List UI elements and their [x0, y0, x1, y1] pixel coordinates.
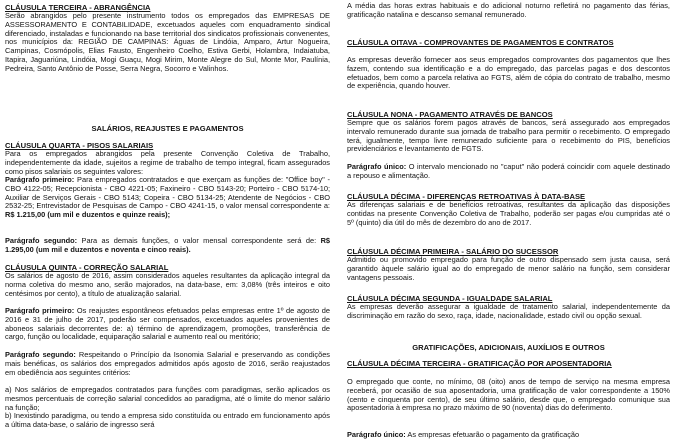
- clause-decima-segunda-heading: CLÁUSULA DÉCIMA SEGUNDA - IGUALDADE SALARIAL: [347, 294, 553, 303]
- clause-terceira-text: Serão abrangidos pelo presente instrumento todos os empregados das EMPRESAS DE ASSESSORAMENTO E CONTABILIDADE, excetuados aqueles com enquadramento sindical diferenciado, instaladas e funcionando na base territorial dos sindicatos profissionais convenentes, nos municípios da: REGIÃO DE CAMPINAS: Águas de Lindóia, Amparo, Artur Nogueira, Campinas, Cosmópolis, Elias Fausto, Engenheiro Coelho, Estiva Gerbi, Holambra, Indaiatuba, Itapira, Jaguariúna, Lindóia, Mogi Guaçu, Mogi Mirim, Monte Alegre do Sul, Monte Mor, Paulínia, Pedreira, Santo Antônio de Posse, Serra Negra, Socorro e Valinhos.: [5, 11, 330, 73]
- clause-quarta-paragraph-2: [5, 237, 330, 255]
- section-gratificacoes-heading: GRATIFICAÇÕES, ADICIONAIS, AUXÍLIOS E OUTROS: [412, 343, 605, 352]
- clause-quinta-item-a: a) Nos salários de empregados contratados para funções com paradigmas, serão aplicados os mesmos percentuais de correção salarial concedidos ao paradigma, até o limite do menor salário na função;: [5, 385, 330, 412]
- clause-quarta-heading: CLÁUSULA QUARTA - PISOS SALARIAIS: [5, 141, 154, 150]
- clause-decima-segunda-text: As empresas deverão assegurar a igualdade de tratamento salarial, independentemente da discriminação em razão do sexo, raça, idade, nacionalidade, estado civil ou opção sexual.: [347, 302, 670, 320]
- clause-nona-paragraph: [347, 163, 670, 181]
- section-salarios-heading: SALÁRIOS, REAJUSTES E PAGAMENTOS: [91, 124, 244, 133]
- paragraph-label: Parágrafo primeiro:: [5, 175, 75, 184]
- clause-oitava-text: As empresas deverão fornecer aos seus empregados comprovantes dos pagamentos que lhes fazem, contendo sua identificação e a do empregado, das parcelas pagas e dos descontos efetuados, bem como a parcela relativa ao FGTS, além de cópia do contrato de trabalho, mesmo de experiência, quando houver.: [347, 55, 670, 91]
- paragraph-text: As empresas efetuarão o pagamento da gratificação: [407, 430, 580, 439]
- clause-quarta-text: Para os empregados abrangidos pela presente Convenção Coletiva de Trabalho, independentemente da idade, sujeitos a regime de trabalho de tempo integral, ficam assegurados como pisos salariais os seguintes valores:: [5, 149, 330, 176]
- clause-nona-text: Sempre que os salários forem pagos através de bancos, será assegurado aos empregados intervalo remunerado durante sua jornada de trabalho para permitir o recebimento. O empregado terá, igualmente, tempo livre remunerado suficiente para o recebimento do PIS, benefícios previdenciários e levantamento de FGTS.: [347, 118, 670, 154]
- paragraph-label: Parágrafo segundo:: [5, 350, 76, 359]
- left-column: [5, 0, 330, 445]
- paragraph-text: Para as demais funções, o valor mensal correspondente será de:: [81, 236, 317, 245]
- paragraph-label: Parágrafo único:: [347, 430, 406, 439]
- paragraph-text: Os reajustes espontâneos efetuados pelas empresas entre 1º de agosto de 2016 e 31 de julho de 2017, poderão ser compensados, excetuados aqueles provenientes de aboneos salariais decorrentes de: a) término de aprendizagem, promoções, transferência de cargo, função ou localidade, equiparação salarial e aumento real ou meritório;: [5, 306, 330, 342]
- clause-quarta-paragraph-1: [5, 176, 330, 220]
- clause-quinta-text: Os salários de agosto de 2016, assim considerados aqueles resultantes da aplicação integral da norma coletiva do mesmo ano, serão majorados, na data-base, em: 3,08% (três inteiros e oito centésimos por cento), a título de atualização salarial.: [5, 271, 330, 298]
- paragraph-text: Para empregados contratados e que exerçam as funções de: "Office boy" - CBO 4122-05; Recepcionista - CBO 4221-05; Faxineiro - CBO 5143-20; Porteiro - CBO 5174-10; Auxiliar de Serviços Gerais - CBO 5143; Copeira - CBO 5134-25; Atendente de Negócios - CBO 2532-25; Entrevistador de Pesquisas de Campo - CBO 4241-15, o valor mensal correspondente a:: [5, 175, 330, 211]
- clause-decima-primeira-heading: CLÁUSULA DÉCIMA PRIMEIRA - SALÁRIO DO SUCESSOR: [347, 247, 559, 256]
- clause-terceira-heading: CLÁUSULA TERCEIRA - ABRANGÊNCIA: [5, 3, 151, 12]
- paragraph-label: Parágrafo único:: [347, 162, 407, 171]
- clause-quinta-item-b: b) Inexistindo paradigma, ou tendo a empresa sido constituída ou entrado em funcionamento após a última data-base, o salário de ingresso será: [5, 411, 330, 429]
- clause-quinta-paragraph-1: [5, 307, 330, 342]
- clause-nona-heading: CLÁUSULA NONA - PAGAMENTO ATRAVÉS DE BANCOS: [347, 110, 553, 119]
- paragraph-label: Parágrafo primeiro:: [5, 306, 75, 315]
- paragraph-text: Respeitando o Princípio da Isonomia Salarial e preservando as condições mais benéficas, os salários dos empregados admitidos após agosto de 2016, serão reajustados em obediência aos seguintes critérios:: [5, 350, 330, 377]
- paragraph-label: Parágrafo segundo:: [5, 236, 78, 245]
- intro-text: A média das horas extras habituais e do adicional noturno refletirá no pagamento das férias, gratificação natalina e descanso semanal remunerado.: [347, 1, 670, 19]
- clause-decima-terceira-heading: CLÁUSULA DÉCIMA TERCEIRA - GRATIFICAÇÃO POR APOSENTADORIA: [347, 359, 612, 368]
- clause-decima-terceira-text: O empregado que conte, no mínimo, 08 (oito) anos de tempo de serviço na mesma empresa receberá, por ocasião de sua aposentadoria, uma gratificação de valor correspondente a 150% (cento e cinquenta por cento), de seu último salário, desde que, o empregado comunique sua aposentadoria à empresa no prazo máximo de 90 (noventa) dias do deferimento.: [347, 377, 670, 413]
- clause-quinta-paragraph-2: [5, 351, 330, 377]
- clause-oitava-heading: CLÁUSULA OITAVA - COMPROVANTES DE PAGAMENTOS E CONTRATOS: [347, 38, 614, 47]
- piso-value-1: R$ 1.215,00 (um mil e duzentos e quinze reais);: [5, 210, 171, 219]
- piso-value-2: R$ 1.295,00 (um mil e duzentos e noventa e cinco reais).: [5, 236, 330, 254]
- paragraph-text: O intervalo mencionado no "caput" não poderá coincidir com aquele destinado a repouso e alimentação.: [347, 162, 670, 180]
- clause-decima-heading: CLÁUSULA DÉCIMA - DIFERENÇAS RETROATIVAS À DATA-BASE: [347, 192, 586, 201]
- clause-quinta-heading: CLÁUSULA QUINTA - CORREÇÃO SALARIAL: [5, 263, 169, 272]
- clause-decima-terceira-paragraph: [347, 431, 670, 440]
- clause-decima-text: As diferenças salariais e de benefícios retroativas, resultantes da aplicação das disposições contidas na presente Convenção Coletiva de Trabalho, poderão ser pagas e/ou cumpridas até o 5º (quinto) dia útil do mês de dezembro do ano de 2017.: [347, 200, 670, 227]
- clause-decima-primeira-text: Admitido ou promovido empregado para função de outro dispensado sem justa causa, será garantido àquele salário igual ao do empregado de menor salário na função, sem considerar vantagens pessoais.: [347, 255, 670, 282]
- right-column: [347, 0, 670, 445]
